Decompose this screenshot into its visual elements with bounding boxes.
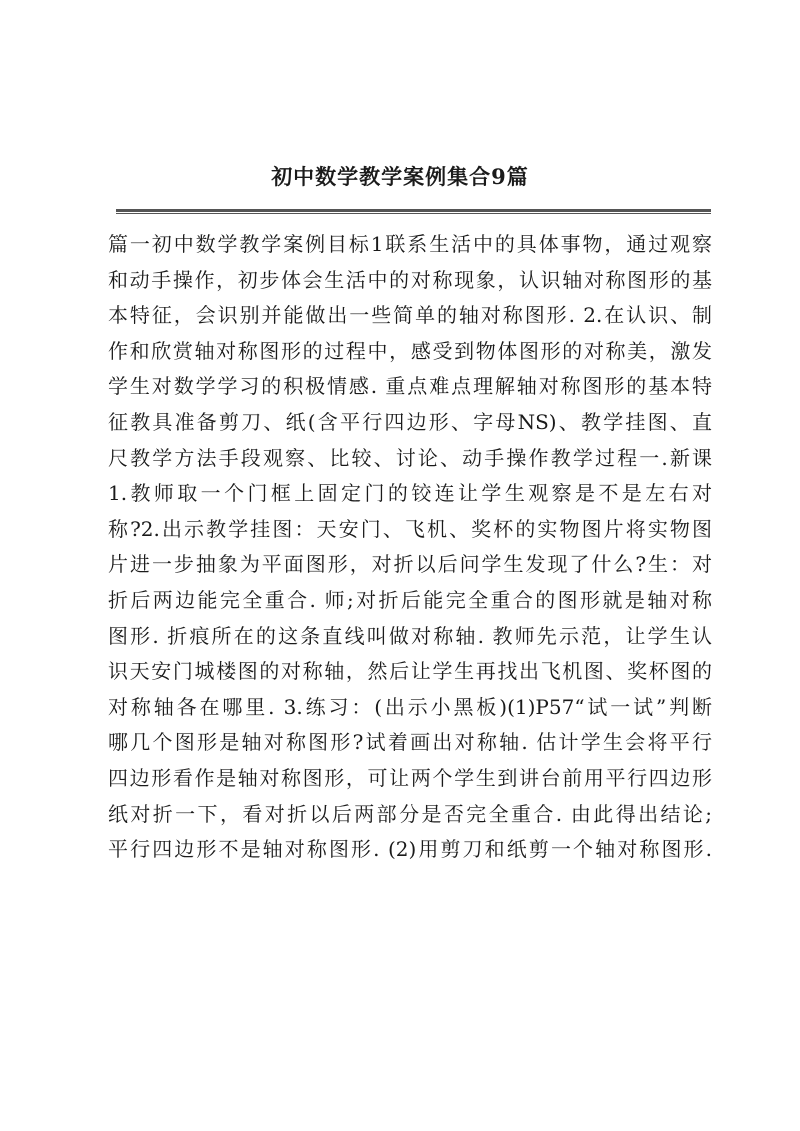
body-line: 片进一步抽象为平面图形，对折以后问学生发现了什么?生：对 <box>108 552 712 577</box>
body-line: 本特征，会识别并能做出一些简单的轴对称图形. 2.在认识、制 <box>108 303 712 328</box>
body-line: 折后两边能完全重合. 师;对折后能完全重合的图形就是轴对称 <box>108 587 712 612</box>
body-line: 尺教学方法手段观察、比较、讨论、动手操作教学过程一.新课 <box>108 445 712 470</box>
body-line: 学生对数学学习的积极情感. 重点难点理解轴对称图形的基本特 <box>108 374 712 399</box>
body-line: 平行四边形不是轴对称图形. (2)用剪刀和纸剪一个轴对称图形. <box>108 837 712 862</box>
body-line: 哪几个图形是轴对称图形?试着画出对称轴. 估计学生会将平行 <box>108 730 712 755</box>
body-line: 纸对折一下，看对折以后两部分是否完全重合. 由此得出结论; <box>108 801 712 826</box>
body-line: 篇一初中数学教学案例目标1联系生活中的具体事物，通过观察 <box>108 232 712 256</box>
document-body <box>108 227 712 868</box>
title-divider <box>116 209 711 214</box>
body-line: 称?2.出示教学挂图：天安门、飞机、奖杯的实物图片将实物图 <box>108 516 712 541</box>
body-line: 和动手操作，初步体会生活中的对称现象，认识轴对称图形的基 <box>108 267 712 292</box>
body-line: 图形. 折痕所在的这条直线叫做对称轴. 教师先示范，让学生认 <box>108 623 712 648</box>
body-line: 作和欣赏轴对称图形的过程中，感受到物体图形的对称美，激发 <box>108 338 712 363</box>
body-line: 征教具准备剪刀、纸(含平行四边形、字母NS)、教学挂图、直 <box>108 409 712 434</box>
body-line: 对称轴各在哪里. 3.练习：(出示小黑板)(1)P57“试一试”判断 <box>108 694 712 719</box>
body-line: 识天安门城楼图的对称轴，然后让学生再找出飞机图、奖杯图的 <box>108 659 712 684</box>
body-line: 四边形看作是轴对称图形，可让两个学生到讲台前用平行四边形 <box>108 765 712 790</box>
body-line: 1.教师取一个门框上固定门的铰连让学生观察是不是左右对 <box>108 481 712 506</box>
document-title: 初中数学教学案例集合9篇 <box>271 164 529 189</box>
